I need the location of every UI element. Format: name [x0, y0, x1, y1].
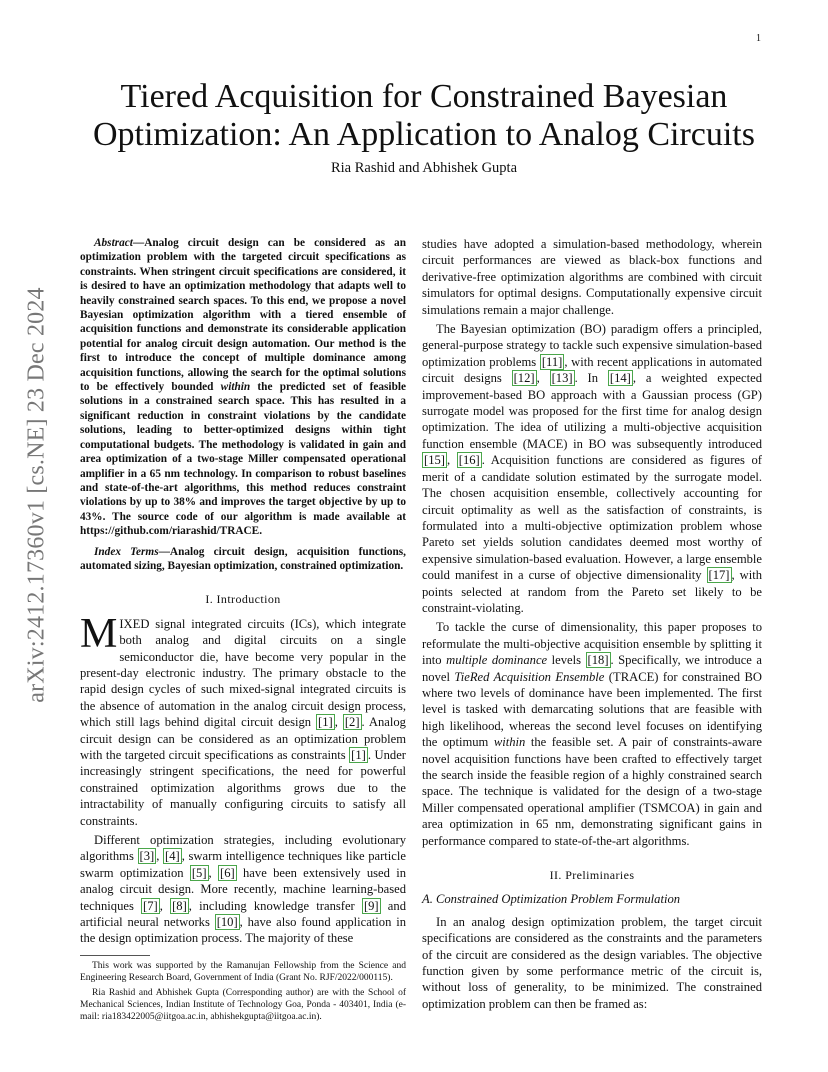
arxiv-sidebar	[10, 285, 64, 705]
drop-cap: M	[80, 610, 118, 657]
footnote-divider	[80, 955, 150, 956]
citation-link[interactable]: [2]	[344, 715, 360, 730]
footnote-funding: This work was supported by the Ramanujan Fellowship from the Science and Engineering Research Board, Government of India (Grant No. RJF/2022/000115).	[80, 960, 406, 983]
citation-link[interactable]: [1]	[351, 748, 366, 762]
citation-link[interactable]: [12]	[513, 371, 535, 386]
citation-link[interactable]: [4]	[165, 849, 180, 864]
citation-link[interactable]: [7]	[143, 898, 158, 913]
arxiv-stamp: arXiv:2412.17360v1 [cs.NE] 23 Dec 2024	[23, 287, 50, 703]
citation-link[interactable]: [6]	[220, 865, 235, 880]
citation-link[interactable]: [1]	[318, 715, 333, 730]
citation-link[interactable]: [18]	[587, 653, 609, 668]
right-paragraph-3: To tackle the curse of dimensionality, this paper proposes to reformulate the multi-objective acquisition ensemble by splitting it into multiple dominance levels [18] . Specifically, we introduce a novel TieRed Acquisition Ensemble (TRACE) for constrained BO where two levels of dominance have been implemented. The first level is tasked with demarcating solutions that are feasible with high likelihood, whereas the second level focuses on identifying the optimum within the feasible set. A pair of constraints-aware novel acquisition functions have been crafted to effectively target the search inside the feasible region of a highly constrained search space. The technique is validated for the design of a two-stage Miller compensated operational amplifier (TSMCOA) in gain and area optimization in 65 nm, demonstrating significant gains in performance compared to state-of-the-art algorithms.	[422, 620, 762, 848]
paper-authors: Ria Rashid and Abhishek Gupta	[330, 160, 518, 176]
paper-title: Tiered Acquisition for Constrained Bayesian Optimization: An Application to Analog Circuits	[92, 78, 755, 153]
citation-link[interactable]: [8]	[172, 898, 187, 913]
citation-link[interactable]: [13]	[551, 371, 573, 386]
left-column	[80, 236, 406, 1026]
citation-link[interactable]: [14]	[609, 371, 631, 386]
citation-link[interactable]: [15]	[424, 453, 445, 468]
section-heading-preliminaries: II. Preliminaries	[549, 868, 635, 883]
citation-link[interactable]: [11]	[541, 354, 563, 369]
section-heading-introduction: I. Introduction	[205, 592, 281, 607]
abstract: Abstract—Analog circuit design can be considered as an optimization problem with the targeted circuit specifications as constraints. When stringent circuit specifications are considered, it is desired to have an optimization methodology that adapts well to heavily constrained search spaces. To this end, we propose a novel Bayesian optimization algorithm with a tiered ensemble of acquisition functions and demonstrate its considerable application potential for analog circuit design automation. Our method is the first to introduce the concept of multiple dominance among acquisition functions, allowing the search for the optimal solutions to be effectively bounded within the predicted set of feasible solutions in a constrained search space. This has resulted in a significant reduction in constraint violations by the candidate solutions, leading to better-optimized designs within tight computational budgets. The methodology is validated in gain and area optimization of a two-stage Miller compensated operational amplifier in a 65 nm technology. In comparison to robust baselines and state-of-the-art algorithms, this method reduces constraint violations by up to 38% and improves the target objective by up to 43%. The source code of our algorithm is made available at https://github.com/riarashid/TRACE.	[80, 237, 407, 538]
right-column	[422, 236, 762, 1015]
right-paragraph-1: studies have adopted a simulation-based methodology, wherein circuit performances are viewed as black-box functions and derivative-free optimization algorithms are combined with circuit simulators for optimal designs. Computationally expensive circuit simulations remain a major challenge.	[422, 237, 762, 317]
citation-link[interactable]: [10]	[216, 915, 238, 930]
page-number: 1	[756, 33, 761, 44]
right-paragraph-4: In an analog design optimization problem, the target circuit specifications are considered as the constraints and the parameters of the circuit are considered as the design variables. The objective function given by some performance metric of the circuit is, without loss of generality, to be minimized. The constrained optimization problem can then be framed as:	[422, 914, 762, 1011]
intro-paragraph-2: Different optimization strategies, including evolutionary algorithms [3] , [4] , swarm intelligence techniques like particle swarm optimization [5] , [6] have been extensively used in analog circuit design. More recently, machine learning-based techniques [7] , [8] , including knowledge transfer [9] and artificial neural networks [10] , have also found application in the design optimization process. The majority of these	[80, 833, 407, 946]
citation-link[interactable]: [9]	[363, 898, 379, 913]
index-terms: Index Terms—Analog circuit design, acquisition functions, automated sizing, Bayesian optimization, constrained optimization.	[80, 545, 406, 572]
subsection-heading: A. Constrained Optimization Problem Formulation	[422, 892, 681, 907]
citation-link[interactable]: [5]	[191, 865, 207, 880]
citation-link[interactable]: [16]	[458, 453, 480, 468]
right-paragraph-2: The Bayesian optimization (BO) paradigm offers a principled, general-purpose strategy to tackle such expensive simulation-based optimization problems [11] , with recent applications in automated circuit designs [12] , [13] . In [14] , a weighted expected improvement-based BO approach with a Gaussian process (GP) surrogate model was proposed for the first time for analog design optimization. The idea of utilizing a multi-objective acquisition function ensemble (MACE) in BO was subsequently introduced [15] , [16] . Acquisition functions are considered as figures of merit of a candidate solution estimated by the surrogate model. The chosen acquisition ensemble, collectively accounting for circuit optimality as well as the satisfaction of constraints, is formulated into a multi-objective optimization problem whose Pareto set yields solution candidates deemed most worthy of expensive simulation-based evaluation. However, a large ensemble could manifest in a curse of objective dimensionality [17] , with points selected at random from the Pareto set likely to be constraint-violating.	[422, 322, 763, 615]
footnote-affiliation: Ria Rashid and Abhishek Gupta (Corresponding author) are with the School of Mechanical Sciences, Indian Institute of Technology Goa, Ponda - 403401, India (e-mail: ria183422005@iitgoa.ac.in, abhishekgupta@iitgoa.ac.in).	[80, 987, 406, 1022]
citation-link[interactable]: [3]	[139, 849, 155, 864]
abstract-label: Abstract	[94, 237, 133, 249]
citation-link[interactable]: [17]	[708, 568, 730, 583]
index-terms-label: Index Terms	[94, 545, 159, 558]
intro-paragraph-1: MIXED signal integrated circuits (ICs), which integrate both analog and digital circuits on a single semiconductor die, have become very popular in the present-day electronic industry. The primary obstacle to the rapid design cycles of such mixed-signal integrated circuits is the absence of automation in the analog circuit design process, which still lags behind digital circuit design [1] , [2] . Analog circuit design can be considered as an optimization problem with the targeted circuit specifications as constraints [1] . Under increasingly stringent specifications, the need for powerful constrained optimization algorithms grows due to the intractability of manually configuring circuits to satisfy all constraints.	[80, 610, 406, 828]
